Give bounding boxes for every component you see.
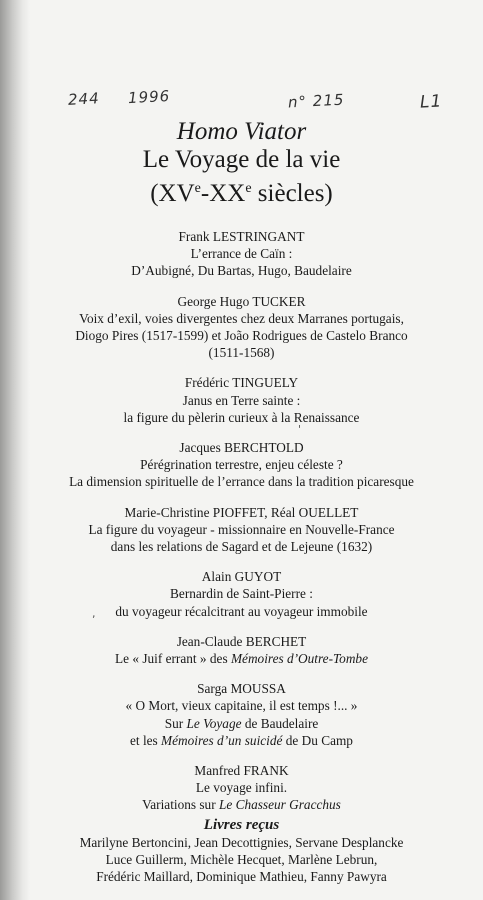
toc-entry <box>0 762 483 814</box>
author-name: Jean-Claude BERCHET <box>176 633 307 649</box>
article-title-line: Bernardin de Saint-Pierre : <box>170 586 313 602</box>
toc-entry <box>0 568 483 620</box>
article-title-line: dans les relations de Sagard et de Lejeune (1632) <box>110 539 373 555</box>
article-title-text: Le « Juif errant » des <box>115 651 231 667</box>
article-title-line: Pérégrination terrestre, enjeu céleste ? <box>140 457 343 473</box>
title-siecles: siècles) <box>251 180 333 207</box>
handwritten-issue-number: n° 215 <box>287 90 345 112</box>
article-title-line: (1511-1568) <box>208 345 275 361</box>
article-title-italic: Le Chasseur Gracchus <box>218 797 341 813</box>
page-title <box>0 118 483 209</box>
article-title-line: Diogo Pires (1517-1599) et João Rodrigues de Castelo Branco <box>75 328 408 344</box>
author-name: Sarga MOUSSA <box>197 681 286 697</box>
article-title-line: du voyageur récalcitrant au voyageur immobile <box>115 603 368 619</box>
article-title-line <box>0 650 483 667</box>
toc-entry <box>0 633 483 667</box>
author-name: Marie-Christine PIOFFET, Réal OUELLET <box>124 504 359 520</box>
article-title-line: « O Mort, vieux capitaine, il est temps !... » <box>125 698 358 714</box>
article-title-line: Le voyage infini. <box>195 780 288 796</box>
author-name: Frank LESTRINGANT <box>178 229 305 244</box>
article-title-line: Voix d’exil, voies divergentes chez deux Marranes portugais, <box>79 310 404 326</box>
author-name: Jacques BERCHTOLD <box>179 440 304 456</box>
article-title-text: et les <box>130 732 162 748</box>
margin-mark: , <box>92 607 96 620</box>
article-title-line: Janus en Terre sainte : <box>182 392 301 408</box>
article-title-line <box>0 715 483 732</box>
article-title-line <box>0 732 483 749</box>
title-line-2: Le Voyage de la vie <box>142 146 341 173</box>
article-title-line: L’errance de Caïn : <box>190 246 293 262</box>
toc-entry <box>0 680 483 749</box>
article-title-line <box>0 796 483 813</box>
title-superscript-1: e <box>194 181 201 196</box>
article-title-text: de Du Camp <box>282 732 353 748</box>
article-title-italic: Mémoires d’Outre-Tombe <box>230 651 368 667</box>
toc-entry <box>0 504 483 556</box>
handwritten-code: L1 <box>419 91 443 113</box>
toc-entry <box>0 293 483 362</box>
article-title-italic: Mémoires d’un suicidé <box>161 732 283 748</box>
livres-recus-line: Frédéric Maillard, Dominique Mathieu, Fanny Pawyra <box>96 869 387 885</box>
author-name: Alain GUYOT <box>201 569 282 585</box>
title-century-end: -XX <box>200 180 246 207</box>
author-name: Frédéric TINGUELY <box>184 375 299 391</box>
livres-recus-section <box>0 817 483 886</box>
handwritten-left-number: 244 <box>67 89 101 109</box>
article-title-line: La dimension spirituelle de l’errance dans la tradition picaresque <box>69 474 414 490</box>
toc-entry <box>0 439 483 491</box>
title-line-1: Homo Viator <box>176 118 307 145</box>
livres-recus-heading: Livres reçus <box>203 816 280 833</box>
table-of-contents <box>0 228 483 898</box>
article-title-text: de Baudelaire <box>241 715 319 731</box>
article-title-text: Sur <box>164 715 187 731</box>
author-name: George Hugo TUCKER <box>177 293 306 309</box>
article-title-line: la figure du pèlerin curieux à la Renaissance <box>123 409 360 425</box>
title-century-start: (XV <box>150 180 195 207</box>
livres-recus-line: Luce Guillerm, Michèle Hecquet, Marlène Lebrun, <box>105 851 378 867</box>
toc-entry <box>0 374 483 426</box>
article-title-text: Variations sur <box>142 797 219 813</box>
article-title-italic: Le Voyage <box>186 715 242 731</box>
livres-recus-line: Marilyne Bertoncini, Jean Decottignies, Servane Desplancke <box>79 834 404 850</box>
title-superscript-2: e <box>245 181 252 196</box>
article-title-line: D’Aubigné, Du Bartas, Hugo, Baudelaire <box>131 263 352 279</box>
article-title-line: La figure du voyageur - missionnaire en Nouvelle-France <box>88 521 395 537</box>
handwritten-year: 1996 <box>127 86 171 108</box>
margin-mark: ' <box>298 423 302 436</box>
toc-entry <box>0 228 483 280</box>
author-name: Manfred FRANK <box>194 763 289 779</box>
title-line-3 <box>0 174 483 209</box>
